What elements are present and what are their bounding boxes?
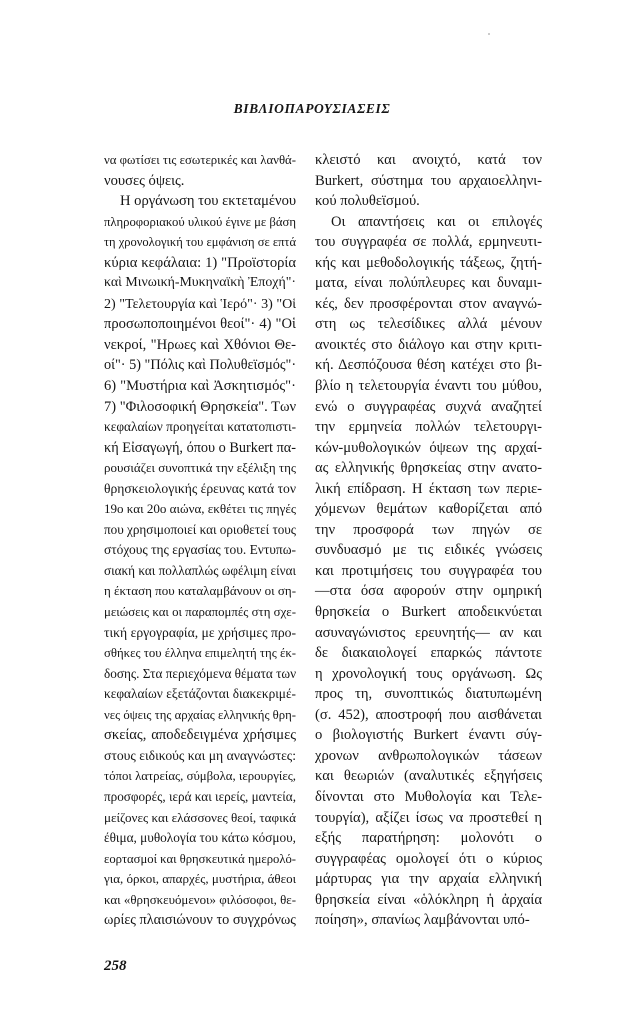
text-line: μειώσεις και οι παραπομπές στη σχε- [104,605,296,620]
text-line: μείζονες και ελάσσονες θεοί, ταφικά [104,809,296,825]
text-line: που χρησιμοποιεί και οριοθετεί τους [104,521,297,537]
text-line: συνδυασμό με τις ειδικές γνώσεις [315,542,542,559]
text-line: (σ. 452), αποστροφή που αισθάνεται [315,706,542,723]
text-line: τη χρονολογική του εμφάνιση σε επτά [104,235,296,250]
text-line: προσωποποιημένοι θεοί"· 4) "Οἱ [104,316,296,333]
running-header: ΒΙΒΛΙΟΠΑΡΟΥΣΙΑΣΕΙΣ [233,101,391,116]
text-line: 7) "Φιλοσοφική Θρησκεία". Των [104,398,297,415]
text-line: εορτασμοί και θρησκευτικά ημερολό- [104,851,297,866]
text-line: ρουσιάζει συνοπτικά την εξέλιξη της [104,460,296,476]
page-number: 258 [104,958,127,974]
text-line: την ερμηνεία πολλών τελετουργι- [315,419,542,436]
text-line: ας ελληνικής θρησκείας στην ανατο- [315,460,542,477]
text-line: και προτιμήσεις του συγγραφέα του [315,562,542,579]
right-column [315,150,542,931]
text-line: στους ειδικούς και μη αναγνώστες: [104,747,296,763]
text-line: και θεωριών (αναλυτικές εξηγήσεις [315,768,542,785]
text-line: την προσφορά των πηγών σε [315,521,542,538]
text-line: κύρια κεφάλαια: 1) "Προϊστορία [104,254,296,271]
text-line: τική εργογραφία, με χρήσιμες προ- [104,624,297,640]
text-line: κεφαλαίων προηγείται κατατοπιστι- [104,419,297,435]
text-line: 19ο και 20ο αιώνα, εκθέτει τις πηγές [104,501,296,517]
text-line: ματα, είναι πολύπλευρες και δυναμι- [315,275,542,292]
text-line: τόποι λατρείας, σύμβολα, ιερουργίες, [104,769,296,784]
text-line: κών-μυθολογικών όψεων της αρχαί- [315,439,542,456]
text-line: —στα όσα αφορούν στην ομηρική [315,583,542,600]
text-line: μάρτυρας για την αρχαία ελληνική [315,871,542,888]
text-line: ανοικτές στο διάλογο και στην κριτι- [315,336,542,353]
text-line: πληροφοριακού υλικού έγινε με βάση [104,214,297,229]
text-line: προς τη, συνοπτικώς διατυπωμένη [315,686,542,703]
text-line: χόμενων θεμάτων καθορίζεται από [315,501,542,518]
text-line: κή. Δεσπόζουσα θέση κατέχει στο βι- [315,357,542,374]
text-line: 2) "Τελετουργία καὶ Ἱερό"· 3) "Οἱ [104,295,297,312]
text-line: κού πολυθεϊσμού. [315,193,420,210]
text-line: νουσες όψεις. [104,172,185,189]
text-line: του συγγραφέα σε πολλά, ερμηνευτι- [315,234,542,251]
text-line: θρησκεία είναι «ὁλόκληρη ἡ ἀρχαία [315,891,542,908]
text-line: καὶ Μινωική-Μυκηναϊκὴ Ἐποχή"· [104,275,296,291]
text-line: οί"· 5) "Πόλις καὶ Πολυθεϊσμός"· [104,357,297,374]
text-line: κεφαλαίων εξετάζονται διακεκριμέ- [104,686,296,702]
text-line: ασυναγώνιστος ερευνητής— αν και [315,624,542,641]
text-line: στόχους της εργασίας του. Εντυπω- [104,542,297,558]
text-line: κής και μεθοδολογικής τάξεως, ζητή- [315,254,542,271]
text-line: κλειστό και ανοιχτό, κατά τον [315,152,542,168]
text-line: συγγραφέας ομολογεί ότι ο κύριος [315,850,542,867]
text-line: θρησκειολογικής έρευνας κατά τον [104,480,296,496]
text-line: έθιμα, μυθολογία του κάτω κόσμου, [104,830,296,846]
text-line: δοσης. Στα περιεχόμενα θέματα των [104,665,297,681]
left-column [104,150,296,931]
text-line: ποίηση», σπανίως λαμβάνονται υπό- [315,912,530,929]
text-line: βλίο η τελετουργία έναντι του μύθου, [315,378,542,395]
text-line: 6) "Μυστήρια καὶ Ἀσκητισμός"· [104,378,296,395]
scan-speck [488,33,490,35]
text-line: σθήκες του έλληνα επιμελητή της έκ- [104,646,296,661]
text-line: νες όψεις της αρχαίας ελληνικής θρη- [104,707,296,722]
text-line: Η οργάνωση του εκτεταμένου [120,193,297,210]
text-line: δε διακαιολογεί επαρκώς πάντοτε [315,645,542,662]
text-line: εξής παρατήρηση: μολονότι ο [315,830,542,847]
text-line: η χρονολογική τους οργάνωση. Ως [315,665,542,682]
text-line: σκείας, αποδεδειγμένα χρήσιμες [104,727,296,744]
text-line: χρονων ανθρωπολογικών τάσεων [315,747,542,764]
text-line: ωρίες πλαισιώνουν το συγχρόνως [104,912,296,929]
text-line: τουργία), αξίζει ίσως να προστεθεί η [315,809,542,826]
text-line: για, όρκοι, απαρχές, μυστήρια, άθεοι [104,871,297,887]
text-line: και «θρησκευόμενοι» φιλόσοφοι, θε- [104,891,296,907]
text-line: Burkert, σύστημα του αρχαιοελληνι- [315,172,542,189]
text-line: Οι απαντήσεις και οι επιλογές [331,213,542,230]
text-line: κή Εἰσαγωγή, όπου ο Burkert πα- [104,439,296,456]
text-line: κές, δεν προσφέρονται στον αναγνώ- [315,295,542,312]
text-line: θρησκεία ο Burkert αποδεικνύεται [315,604,542,621]
text-line: ο βιολογιστής Burkert έναντι σύγ- [315,727,542,744]
text-line: σιακή και πολλαπλώς ωφέλιμη είναι [104,562,296,578]
text-line: νεκροί, "Ηρωες καὶ Χθόνιοι Θε- [104,336,296,353]
text-line: δίνονται στο Μυθολογία και Τελε- [315,788,542,805]
text-line: λική επίδραση. Η έκταση των περιε- [315,480,542,497]
text-line: ενώ ο συγγραφέας συχνά αναζητεί [315,398,542,415]
text-line: να φωτίσει τις εσωτερικές και λανθά- [104,153,296,167]
text-line: στη ως τελεσίδικες αλλά μένουν [315,316,542,333]
text-line: προσφορές, ιερά και ιερείς, μαντεία, [104,788,296,804]
text-line: η έκταση που καταλαμβάνουν οι ση- [104,583,297,599]
